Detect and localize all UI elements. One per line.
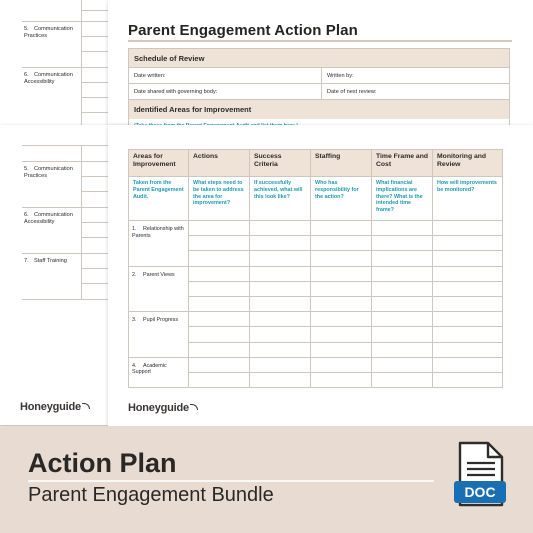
schedule-row	[129, 84, 509, 100]
column-guide: Taken from the Parent Engagement Audit.	[129, 177, 189, 221]
area-cell: 4. Academic Support	[129, 357, 189, 387]
column-guide: Who has responsibility for the action?	[311, 177, 372, 221]
logo-swoosh-icon	[82, 403, 90, 409]
column-guide: If successfully achieved, what will this look like?	[250, 177, 311, 221]
table-row	[129, 266, 503, 281]
area-cell: 3. Pupil Progress	[129, 312, 189, 358]
action-plan-table	[128, 149, 503, 388]
date-shared-label: Date shared with governing body:	[129, 84, 322, 99]
date-next-review-label: Date of next review:	[327, 89, 377, 95]
column-header: Actions	[189, 150, 250, 177]
area-cell: 1. Relationship with Parents	[129, 221, 189, 267]
logo-swoosh-icon	[190, 404, 198, 410]
table-guide-row	[129, 177, 503, 221]
list-item: 6. Communication Accessibility	[22, 208, 132, 254]
table-header-row	[129, 150, 503, 177]
doc-file-icon	[452, 441, 508, 513]
column-guide: What financial implications are there? What is the intended time frame?	[372, 177, 433, 221]
honeyguide-logo: Honeyguide	[128, 402, 198, 414]
table-row	[129, 312, 503, 327]
areas-heading: Identified Areas for Improvement	[129, 100, 509, 119]
schedule-row	[129, 68, 509, 84]
title-underline	[28, 480, 434, 482]
product-title: Action Plan	[28, 448, 177, 478]
file-type-badge: DOC	[464, 484, 496, 500]
honeyguide-logo: Honeyguide	[20, 401, 90, 413]
column-header: Time Frame and Cost	[372, 150, 433, 177]
back-main-sheet	[108, 0, 533, 128]
schedule-of-review-box	[128, 48, 510, 128]
page-title: Parent Engagement Action Plan	[128, 22, 358, 39]
schedule-heading: Schedule of Review	[129, 49, 509, 68]
area-cell: 2. Parent Views	[129, 266, 189, 312]
column-guide: What steps need to be taken to address the area for improvement?	[189, 177, 250, 221]
column-header: Success Criteria	[250, 150, 311, 177]
column-guide: How will improvements be monitored?	[433, 177, 503, 221]
front-main-sheet	[108, 125, 533, 426]
list-item: 6. Communication Accessibility	[22, 68, 140, 128]
column-header: Areas for Improvement	[129, 150, 189, 177]
column-header: Staffing	[311, 150, 372, 177]
table-row	[129, 221, 503, 236]
list-item: 7. Staff Training	[22, 254, 132, 300]
list-item: 5. Communication Practices	[22, 22, 140, 68]
list-item: 5. Communication Practices	[22, 162, 132, 208]
table-row	[129, 357, 503, 372]
file-icon	[452, 441, 508, 513]
column-header: Monitoring and Review	[433, 150, 503, 177]
product-subtitle: Parent Engagement Bundle	[28, 484, 274, 506]
written-by-label: Written by:	[327, 73, 354, 79]
date-written-label: Date written:	[129, 68, 322, 83]
title-divider	[128, 40, 512, 42]
